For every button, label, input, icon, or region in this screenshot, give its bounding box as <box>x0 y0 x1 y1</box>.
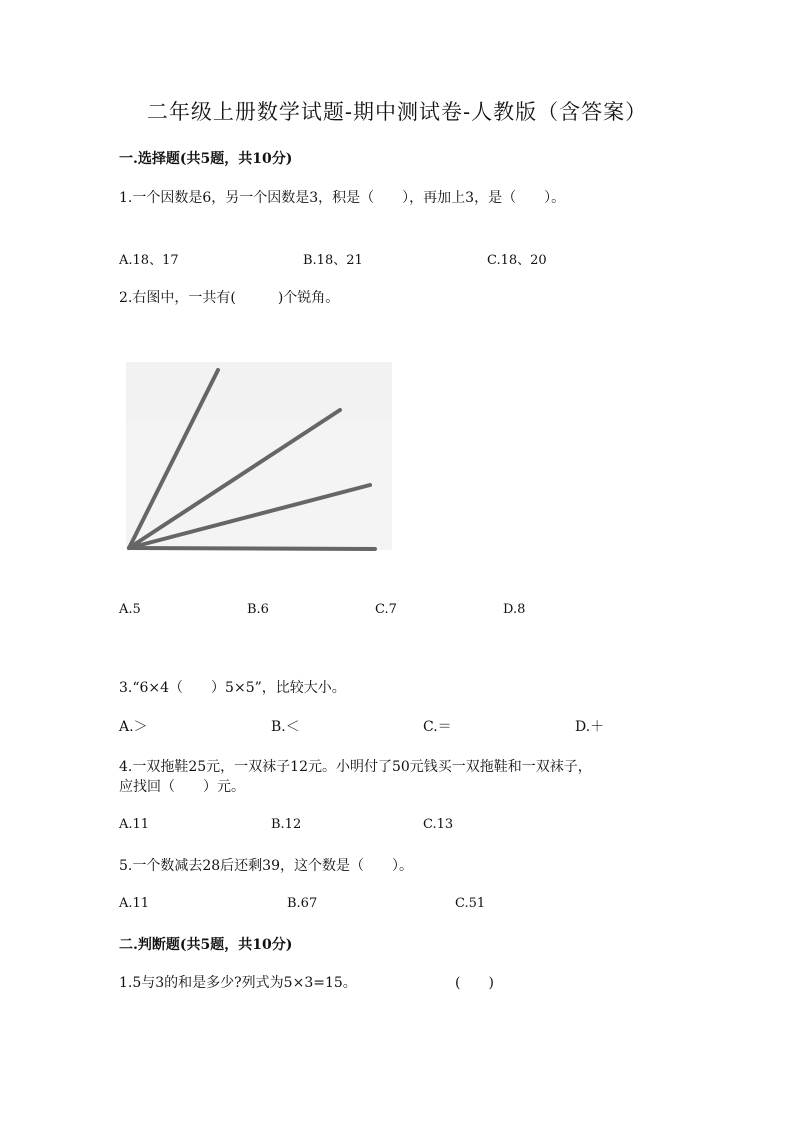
question-1-text: 1.一个因数是6，另一个因数是3，积是（ ），再加上3，是（ ）。 <box>119 190 566 206</box>
question-2-option-c: C.7 <box>375 602 397 617</box>
question-3-option-a: A.＞ <box>119 719 148 735</box>
question-4-option-c: C.13 <box>423 817 454 832</box>
question-2-text: 2.右图中，一共有( )个锐角。 <box>119 290 340 306</box>
section-heading-true-false: 二.判断题(共5题，共10分) <box>119 937 293 953</box>
question-4-text-line1: 4.一双拖鞋25元，一双袜子12元。小明付了50元钱买一双拖鞋和一双袜子， <box>119 759 592 775</box>
question-3-option-d: D.＋ <box>575 719 605 735</box>
question-3-option-b: B.＜ <box>271 719 300 735</box>
question-1-option-a: A.18、17 <box>119 253 179 268</box>
judge-1-text: 1.5与3的和是多少?列式为5×3=15。 <box>119 975 357 991</box>
four-rays-angle-icon <box>120 360 395 560</box>
question-2-option-a: A.5 <box>119 602 141 617</box>
judge-1-answer-blank: ( ) <box>455 975 494 991</box>
question-3-text: 3.“6×4（ ）5×5”，比较大小。 <box>119 680 346 696</box>
question-3-option-c: C.＝ <box>423 719 452 735</box>
question-5-option-b: B.67 <box>287 896 318 911</box>
question-5-option-a: A.11 <box>119 896 150 911</box>
question-1-option-c: C.18、20 <box>487 253 547 268</box>
question-2-option-d: D.8 <box>503 602 526 617</box>
question-1-option-b: B.18、21 <box>303 253 363 268</box>
question-4-text-line2: 应找回（ ）元。 <box>119 779 245 795</box>
page-title: 二年级上册数学试题-期中测试卷-人教版（含答案） <box>146 100 648 124</box>
question-2-option-b: B.6 <box>247 602 269 617</box>
question-5-text: 5.一个数减去28后还剩39，这个数是（ ）。 <box>119 858 413 874</box>
question-4-option-a: A.11 <box>119 817 150 832</box>
question-5-option-c: C.51 <box>455 896 486 911</box>
section-heading-choice: 一.选择题(共5题，共10分) <box>119 151 293 167</box>
question-4-option-b: B.12 <box>271 817 302 832</box>
